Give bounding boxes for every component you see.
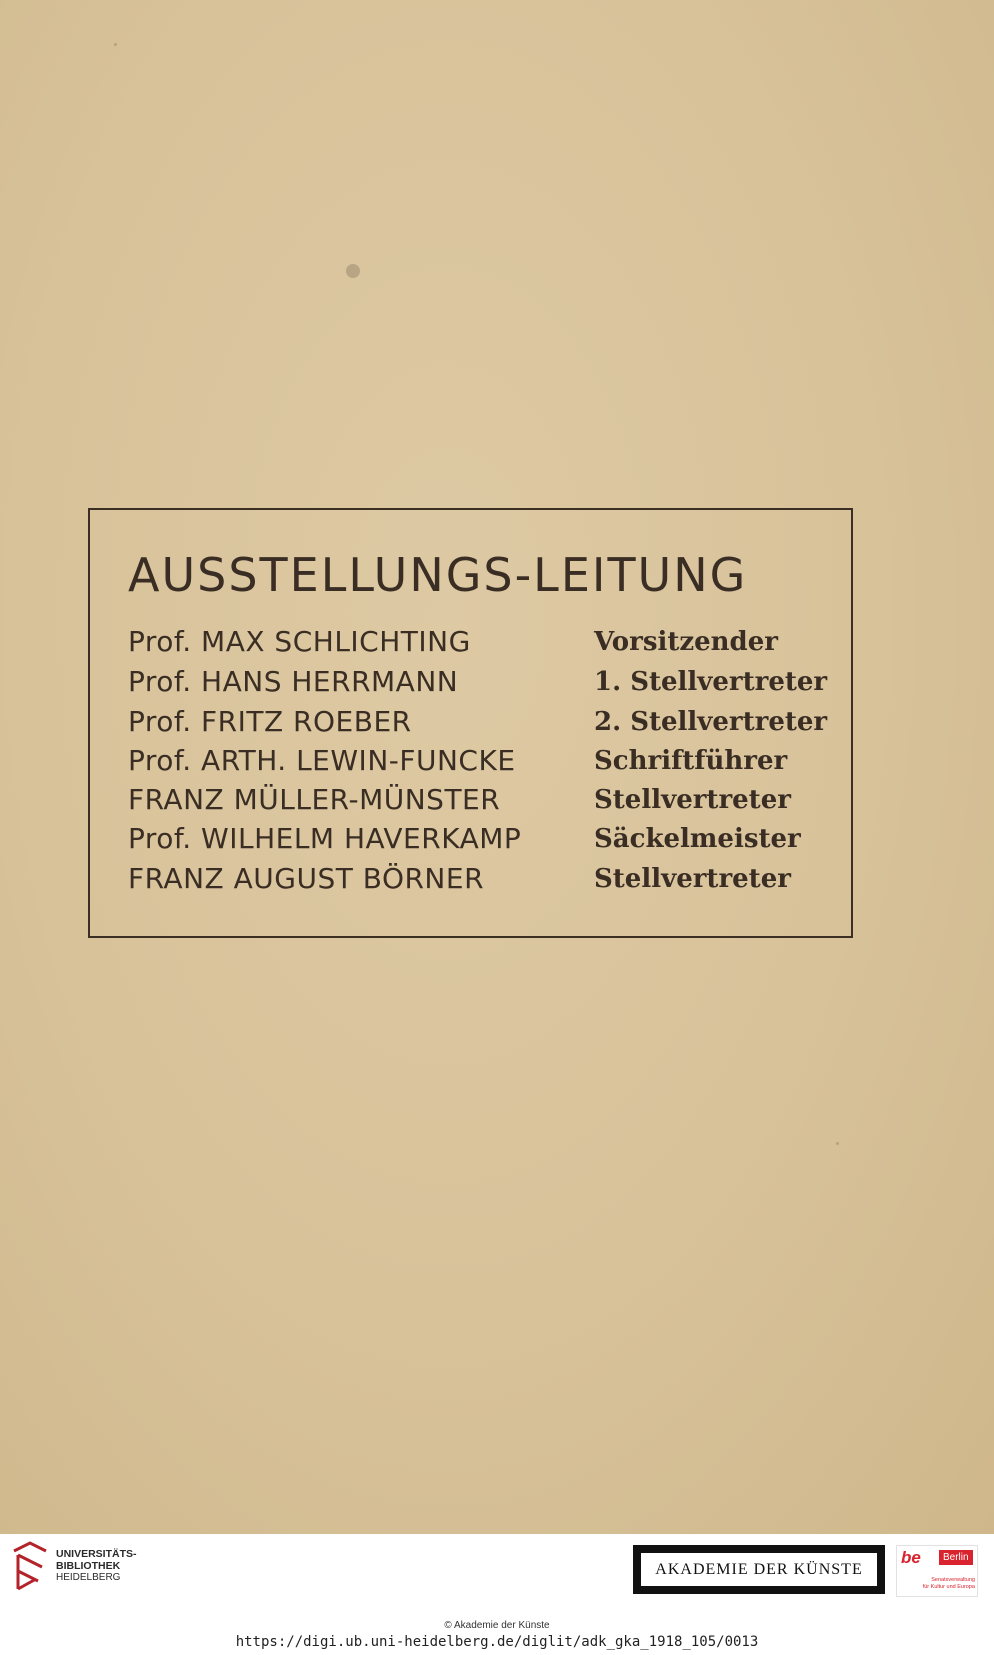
- paper-speck: [346, 264, 360, 278]
- berlin-label: Berlin: [939, 1550, 973, 1565]
- berlin-senate-logo[interactable]: [896, 1545, 978, 1597]
- member-name: Prof. MAX SCHLICHTING: [128, 625, 471, 658]
- member-row: [128, 625, 828, 665]
- member-role: Schriftführer: [594, 746, 788, 776]
- member-row: [128, 744, 828, 784]
- ub-line-3: HEIDELBERG: [56, 1572, 121, 1583]
- source-url[interactable]: https://digi.ub.uni-heidelberg.de/diglit/adk_gka_1918_105/0013: [235, 1634, 759, 1650]
- member-role: Stellvertreter: [594, 864, 791, 894]
- senate-department-text: [903, 1577, 975, 1591]
- member-role: Säckelmeister: [594, 824, 801, 854]
- adk-label: AKADEMIE DER KÜNSTE: [641, 1553, 877, 1586]
- member-role: Stellvertreter: [594, 785, 791, 815]
- member-row: [128, 665, 828, 705]
- member-name: Prof. WILHELM HAVERKAMP: [128, 822, 522, 855]
- member-name: Prof. ARTH. LEWIN-FUNCKE: [128, 744, 516, 777]
- member-row: [128, 822, 828, 862]
- ub-line-2: BIBLIOTHEK: [56, 1560, 121, 1572]
- member-name: FRANZ MÜLLER-MÜNSTER: [128, 783, 501, 816]
- copyright-notice: © Akademie der Künste: [444, 1620, 550, 1631]
- senate-line-1: Senatsverwaltung: [931, 1577, 975, 1583]
- paper-speck: [836, 1142, 839, 1145]
- akademie-der-kuenste-logo[interactable]: [633, 1545, 885, 1594]
- member-name: FRANZ AUGUST BÖRNER: [128, 862, 485, 895]
- be-berlin-mark: be: [901, 1548, 921, 1567]
- committee-heading: AUSSTELLUNGS-LEITUNG: [128, 548, 748, 602]
- senate-line-2: für Kultur und Europa: [922, 1584, 975, 1590]
- university-library-name[interactable]: [56, 1548, 137, 1584]
- member-role: 1. Stellvertreter: [594, 667, 828, 697]
- paper-speck: [114, 43, 117, 46]
- member-name: Prof. FRITZ ROEBER: [128, 705, 412, 738]
- member-row: [128, 783, 828, 823]
- member-role: Vorsitzender: [594, 627, 778, 657]
- university-library-logo-icon[interactable]: [10, 1541, 50, 1593]
- member-row: [128, 862, 828, 902]
- ub-line-1: UNIVERSITÄTS-: [56, 1548, 137, 1560]
- member-row: [128, 705, 828, 745]
- member-name: Prof. HANS HERRMANN: [128, 665, 459, 698]
- member-role: 2. Stellvertreter: [594, 707, 828, 737]
